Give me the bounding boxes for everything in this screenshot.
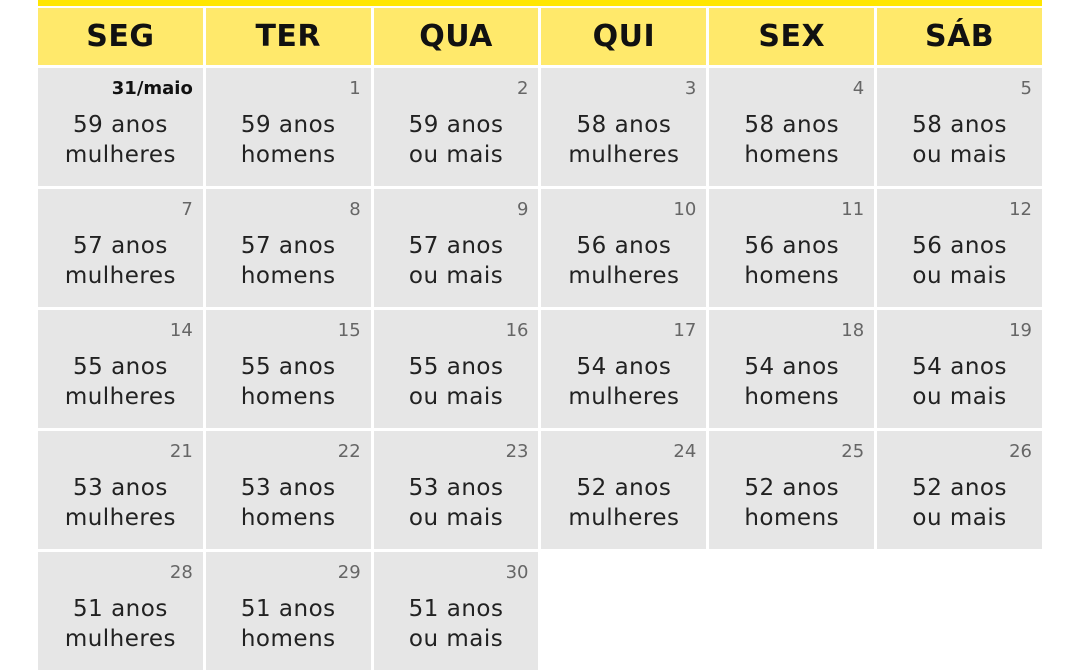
calendar-day-cell	[709, 310, 874, 428]
group-label: homens	[744, 384, 840, 410]
group-label: homens	[744, 263, 840, 289]
weekday-header-fri: SEX	[709, 8, 874, 65]
group-label: ou mais	[912, 263, 1007, 289]
age-label: 59 anos	[73, 112, 168, 138]
day-number: 26	[1009, 441, 1032, 462]
calendar-day-cell	[541, 310, 706, 428]
day-number: 18	[841, 320, 865, 341]
group-label: mulheres	[64, 626, 176, 652]
calendar-day-cell	[877, 189, 1042, 307]
group-label: ou mais	[408, 626, 504, 652]
calendar-day-cell	[877, 68, 1042, 186]
day-number: 23	[505, 441, 529, 462]
age-label: 56 anos	[912, 233, 1007, 259]
day-number: 28	[169, 562, 193, 583]
calendar-day-cell	[38, 189, 203, 307]
calendar-day-cell	[374, 552, 539, 670]
age-label: 53 anos	[408, 475, 504, 501]
day-number: 2	[517, 78, 529, 99]
age-label: 56 anos	[576, 233, 672, 259]
calendar-day-cell	[709, 68, 874, 186]
day-number: 21	[169, 441, 193, 462]
age-label: 55 anos	[73, 354, 168, 380]
group-label: homens	[240, 626, 336, 652]
day-number: 29	[337, 562, 361, 583]
group-label: mulheres	[568, 384, 680, 410]
weekday-header-thu: QUI	[541, 8, 706, 65]
group-label: ou mais	[408, 384, 504, 410]
age-label: 57 anos	[240, 233, 336, 259]
group-label: mulheres	[568, 263, 680, 289]
group-label: mulheres	[64, 142, 176, 168]
age-label: 58 anos	[912, 112, 1007, 138]
calendar-day-cell	[374, 431, 539, 549]
group-label: mulheres	[64, 505, 176, 531]
calendar-day-cell	[38, 431, 203, 549]
group-label: homens	[744, 142, 840, 168]
group-label: homens	[240, 142, 336, 168]
day-number: 15	[337, 320, 361, 341]
group-label: homens	[240, 384, 336, 410]
calendar-day-cell	[206, 431, 371, 549]
age-label: 54 anos	[912, 354, 1007, 380]
weekday-header-wed: QUA	[374, 8, 539, 65]
age-label: 51 anos	[73, 596, 168, 622]
age-label: 51 anos	[240, 596, 336, 622]
age-label: 58 anos	[744, 112, 840, 138]
day-number: 3	[684, 78, 697, 99]
day-number: 31/maio	[111, 78, 193, 99]
day-number: 30	[505, 562, 529, 583]
day-number: 4	[852, 78, 865, 99]
age-label: 54 anos	[576, 354, 672, 380]
group-label: mulheres	[64, 263, 176, 289]
calendar-day-cell	[38, 310, 203, 428]
day-number: 25	[841, 441, 865, 462]
day-number: 1	[349, 78, 361, 99]
day-number: 11	[841, 199, 865, 220]
age-label: 56 anos	[744, 233, 840, 259]
age-label: 57 anos	[408, 233, 504, 259]
group-label: ou mais	[408, 142, 504, 168]
group-label: ou mais	[408, 505, 504, 531]
age-label: 55 anos	[240, 354, 336, 380]
calendar-day-cell	[374, 68, 539, 186]
age-label: 53 anos	[73, 475, 168, 501]
group-label: homens	[240, 505, 336, 531]
calendar-day-cell	[206, 552, 371, 670]
age-label: 59 anos	[408, 112, 504, 138]
calendar-day-cell	[374, 310, 539, 428]
weekday-header-tue: TER	[206, 8, 371, 65]
age-label: 55 anos	[408, 354, 504, 380]
day-number: 22	[337, 441, 361, 462]
calendar-day-cell	[38, 68, 203, 186]
empty-cell	[877, 552, 1042, 670]
age-label: 52 anos	[744, 475, 840, 501]
empty-cell	[541, 552, 706, 670]
age-label: 52 anos	[576, 475, 672, 501]
calendar-day-cell	[877, 310, 1042, 428]
day-number: 7	[181, 199, 193, 220]
group-label: ou mais	[408, 263, 504, 289]
group-label: ou mais	[912, 142, 1007, 168]
calendar-day-cell	[38, 552, 203, 670]
day-number: 14	[169, 320, 193, 341]
day-number: 9	[517, 199, 529, 220]
group-label: homens	[744, 505, 840, 531]
day-number: 16	[505, 320, 529, 341]
age-label: 58 anos	[576, 112, 672, 138]
calendar-day-cell	[877, 431, 1042, 549]
calendar-day-cell	[374, 189, 539, 307]
day-number: 8	[349, 199, 361, 220]
calendar-day-cell	[206, 310, 371, 428]
group-label: ou mais	[912, 384, 1007, 410]
day-number: 10	[673, 199, 697, 220]
day-number: 24	[673, 441, 697, 462]
calendar-day-cell	[541, 189, 706, 307]
calendar-day-cell	[709, 189, 874, 307]
age-label: 57 anos	[73, 233, 168, 259]
age-label: 53 anos	[240, 475, 336, 501]
group-label: ou mais	[912, 505, 1007, 531]
day-number: 19	[1009, 320, 1032, 341]
weekday-header-mon: SEG	[38, 8, 203, 65]
calendar-day-cell	[541, 68, 706, 186]
empty-cell	[709, 552, 874, 670]
group-label: mulheres	[64, 384, 176, 410]
group-label: mulheres	[568, 505, 680, 531]
day-number: 17	[673, 320, 697, 341]
age-label: 59 anos	[240, 112, 336, 138]
day-number: 5	[1020, 78, 1032, 99]
group-label: homens	[240, 263, 336, 289]
age-label: 52 anos	[912, 475, 1007, 501]
calendar-day-cell	[541, 431, 706, 549]
calendar-day-cell	[206, 189, 371, 307]
age-label: 51 anos	[408, 596, 504, 622]
calendar-day-cell	[206, 68, 371, 186]
calendar-day-cell	[709, 431, 874, 549]
vaccination-calendar	[38, 0, 1042, 670]
group-label: mulheres	[568, 142, 680, 168]
day-number: 12	[1009, 199, 1032, 220]
age-label: 54 anos	[744, 354, 840, 380]
weekday-header-sat: SÁB	[877, 8, 1042, 65]
